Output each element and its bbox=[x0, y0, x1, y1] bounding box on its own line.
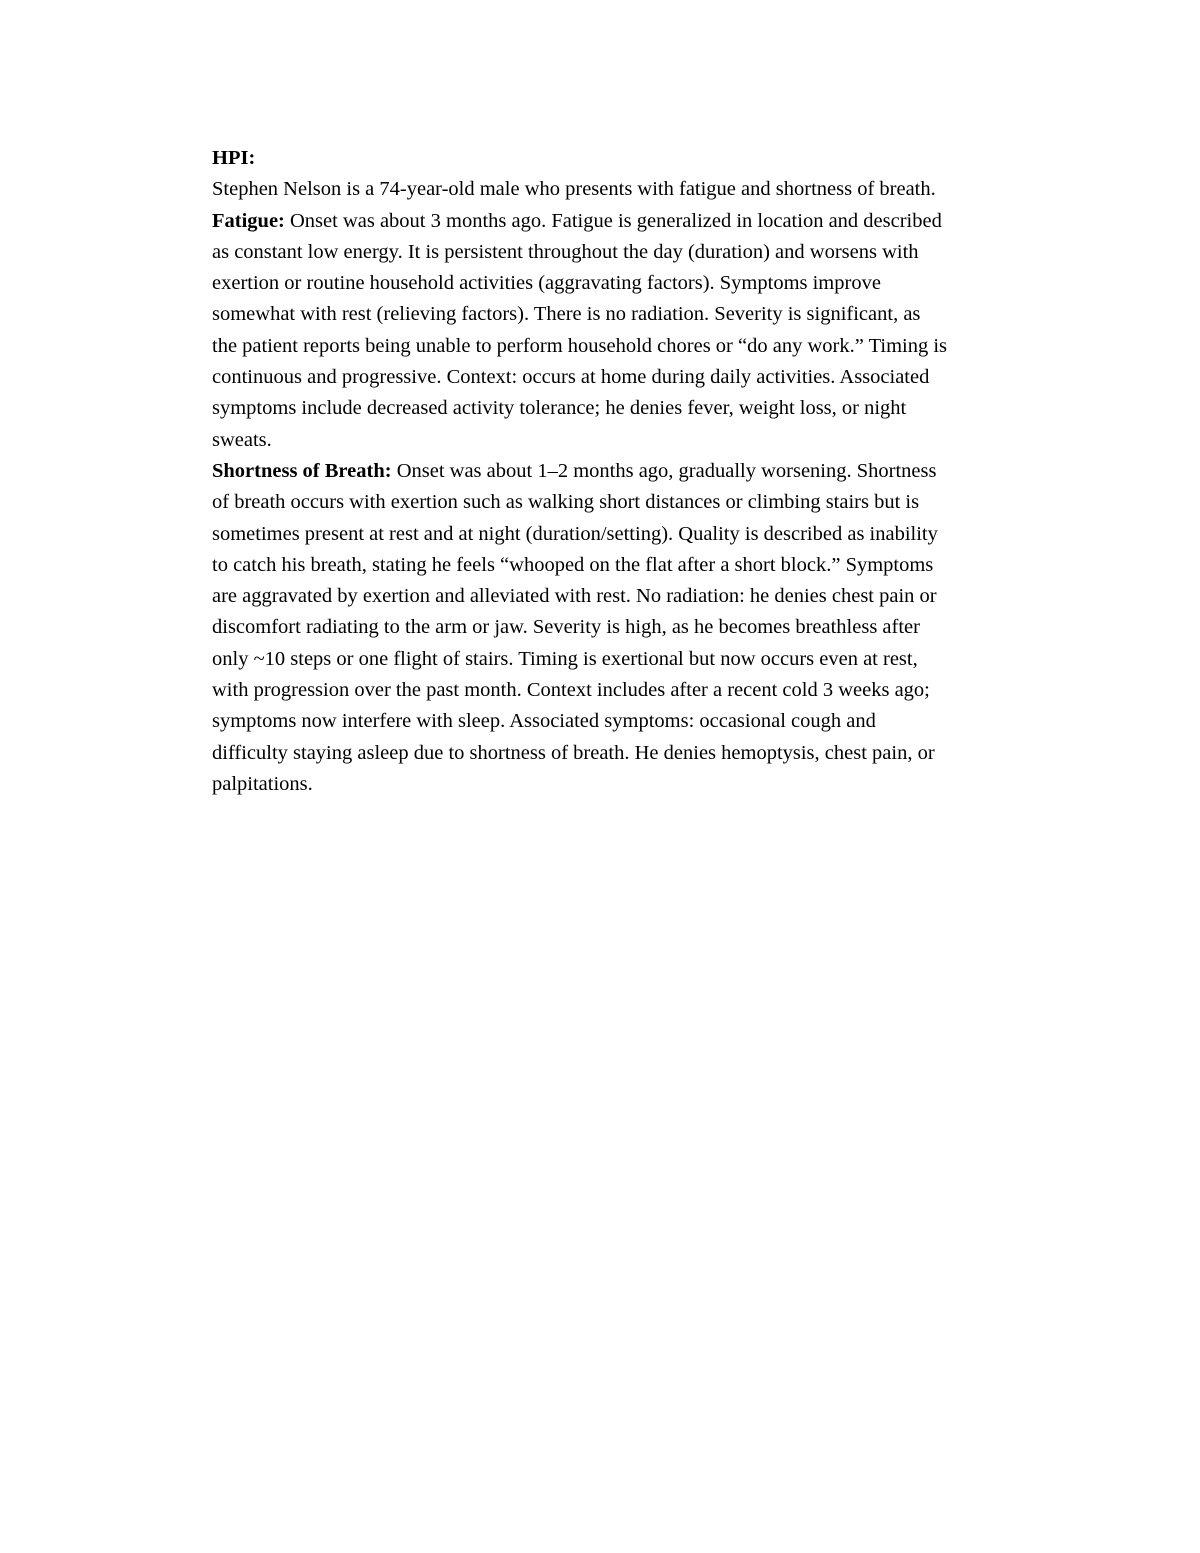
fatigue-text-line: sweats. bbox=[212, 428, 272, 451]
sob-text-line: only ~10 steps or one flight of stairs. Timing is exertional but now occurs even at rest, bbox=[212, 647, 918, 670]
fatigue-text-line: somewhat with rest (relieving factors). There is no radiation. Severity is significant, as bbox=[212, 303, 921, 326]
fatigue-text-line: continuous and progressive. Context: occurs at home during daily activities. Associated bbox=[212, 366, 930, 389]
sob-text-line: are aggravated by exertion and alleviated with rest. No radiation: he denies chest pain or bbox=[212, 585, 937, 608]
sob-text-line: difficulty staying asleep due to shortness of breath. He denies hemoptysis, chest pain, or bbox=[212, 741, 935, 764]
fatigue-first-line bbox=[212, 206, 1062, 237]
sob-text-line: with progression over the past month. Context includes after a recent cold 3 weeks ago; bbox=[212, 679, 930, 702]
sob-text-line: to catch his breath, stating he feels “whooped on the flat after a short block.” Symptoms bbox=[212, 553, 934, 576]
sob-text-line: palpitations. bbox=[212, 772, 313, 795]
sob-text-line: Onset was about 1–2 months ago, gradually worsening. Shortness bbox=[391, 459, 937, 482]
sob-text-line: symptoms now interfere with sleep. Associated symptoms: occasional cough and bbox=[212, 710, 876, 733]
fatigue-text-line: the patient reports being unable to perform household chores or “do any work.” Timing is bbox=[212, 334, 948, 357]
sob-text-line: sometimes present at rest and at night (duration/setting). Quality is described as inability bbox=[212, 522, 938, 545]
fatigue-text-line: exertion or routine household activities (aggravating factors). Symptoms improve bbox=[212, 272, 881, 295]
sob-text-line: of breath occurs with exertion such as walking short distances or climbing stairs but is bbox=[212, 491, 920, 514]
sob-text-line: discomfort radiating to the arm or jaw. Severity is high, as he becomes breathless after bbox=[212, 616, 920, 639]
hpi-heading: HPI: bbox=[212, 147, 256, 169]
fatigue-text-line: Onset was about 3 months ago. Fatigue is generalized in location and described bbox=[284, 209, 942, 232]
fatigue-label: Fatigue: bbox=[212, 209, 285, 232]
fatigue-text-line: as constant low energy. It is persistent throughout the day (duration) and worsens with bbox=[212, 240, 919, 263]
sob-label: Shortness of Breath: bbox=[212, 459, 392, 482]
document-body bbox=[212, 143, 1062, 800]
fatigue-text-line: symptoms include decreased activity tolerance; he denies fever, weight loss, or night bbox=[212, 397, 907, 420]
intro-line: Stephen Nelson is a 74-year-old male who presents with fatigue and shortness of breath. bbox=[212, 178, 936, 201]
sob-first-line bbox=[212, 456, 1062, 487]
